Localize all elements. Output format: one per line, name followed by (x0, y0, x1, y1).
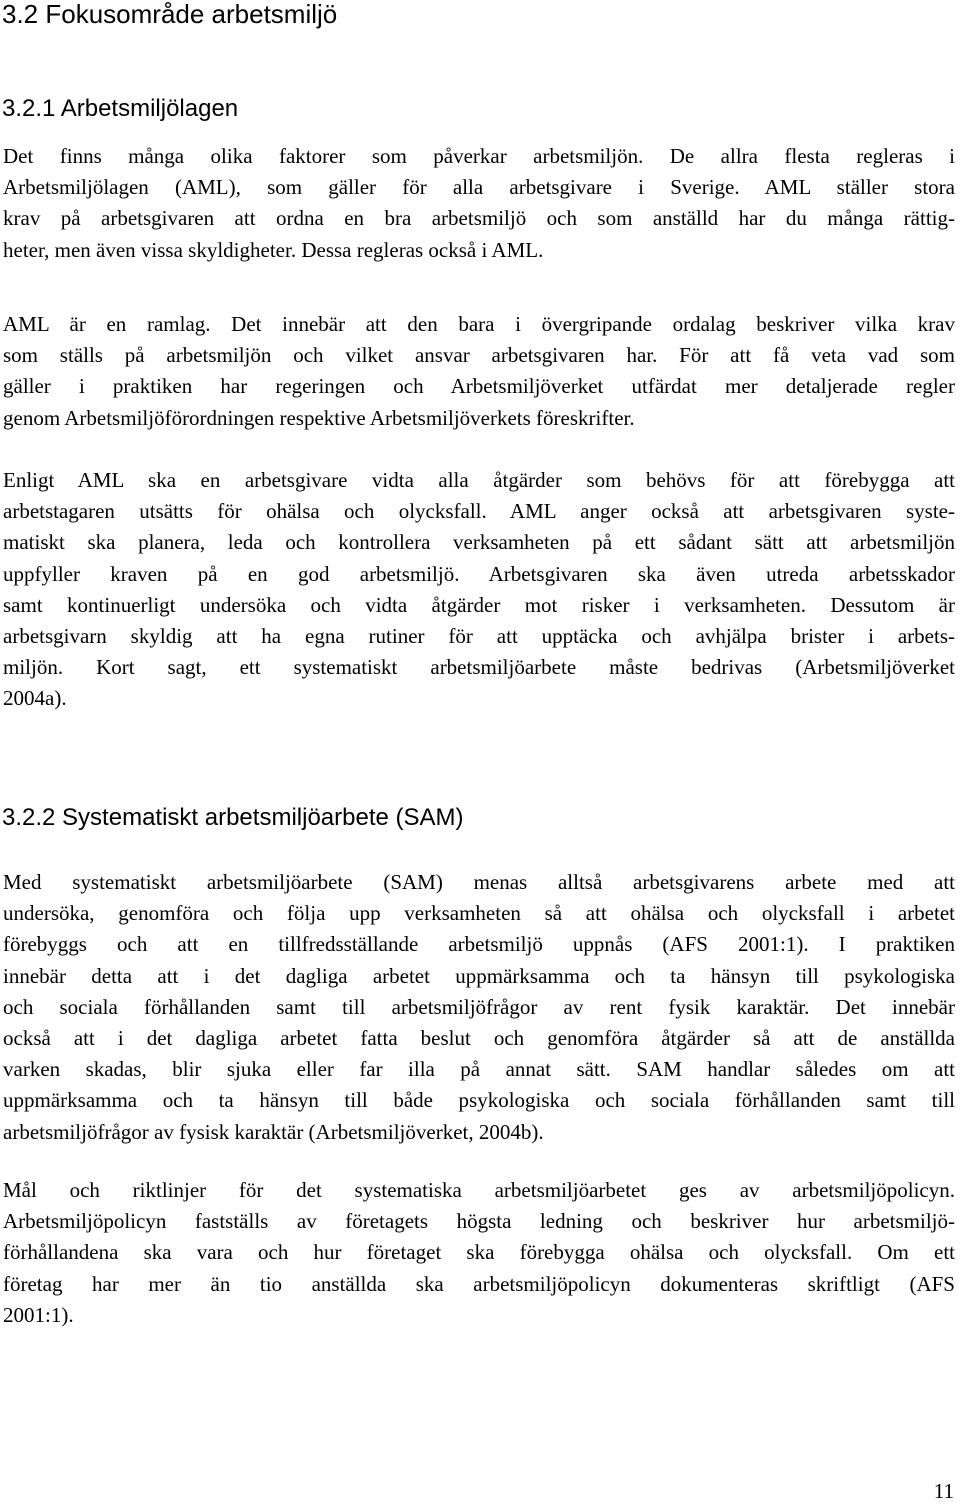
text-line: samt kontinuerligt undersöka och vidta åtgärder mot risker i verksamheten. Dessutom är (3, 592, 955, 617)
text-line: 2004a). (3, 686, 67, 711)
text-line: undersöka, genomföra och följa upp verksamheten så att ohälsa och olycksfall i arbetet (3, 901, 955, 926)
text-line: krav på arbetsgivaren att ordna en bra arbetsmiljö och som anställd har du många rättig- (3, 206, 955, 231)
text-line: uppfyller kraven på en god arbetsmiljö. Arbetsgivaren ska även utreda arbetsskador (3, 561, 955, 586)
text-line: Det finns många olika faktorer som påverkar arbetsmiljön. De allra flesta regleras i (3, 144, 955, 168)
text-line: genom Arbetsmiljöförordningen respektive Arbetsmiljöverkets föreskrifter. (3, 405, 635, 430)
text-line: Arbetsmiljölagen (AML), som gäller för alla arbetsgivare i Sverige. AML ställer stora (3, 175, 955, 200)
text-line: Mål och riktlinjer för det systematiska arbetsmiljöarbetet ges av arbetsmiljöpolicyn. (3, 1178, 955, 1202)
text-line: Enligt AML ska en arbetsgivare vidta alla åtgärder som behövs för att förebygga att (3, 468, 955, 492)
paragraph-sam-definition (3, 867, 955, 1148)
text-line: matiskt ska planera, leda och kontrollera verksamheten på ett sådant sätt att arbetsmiljön (3, 530, 955, 555)
subsection-heading-arbetsmiljolagen: 3.2.1 Arbetsmiljölagen (2, 95, 239, 122)
text-line: uppmärksamma och ta hänsyn till både psykologiska och sociala förhållanden samt till (3, 1088, 955, 1113)
text-line: heter, men även vissa skyldigheter. Dessa regleras också i AML. (3, 237, 544, 262)
text-line: arbetsmiljöfrågor av fysisk karaktär (Arbetsmiljöverket, 2004b). (3, 1119, 544, 1144)
text-line: arbetsgivarn skyldig att ha egna rutiner för att upptäcka och avhjälpa brister i arbets- (3, 623, 955, 648)
text-line: Med systematiskt arbetsmiljöarbete (SAM) menas alltså arbetsgivarens arbete med att (3, 870, 955, 894)
text-line: förebyggs och att en tillfredsställande arbetsmiljö uppnås (AFS 2001:1). I praktiken (3, 932, 955, 957)
paragraph-arbetsmiljopolicy (3, 1175, 955, 1331)
text-line: som ställs på arbetsmiljön och vilket ansvar arbetsgivaren har. För att få veta vad som (3, 343, 955, 368)
text-line: AML är en ramlag. Det innebär att den bara i övergripande ordalag beskriver vilka krav (3, 312, 955, 336)
text-line: miljön. Kort sagt, ett systematiskt arbetsmiljöarbete måste bedrivas (Arbetsmiljöverket (3, 655, 955, 680)
text-line: gäller i praktiken har regeringen och Arbetsmiljöverket utfärdat mer detaljerade regler (3, 374, 955, 399)
text-line: förhållandena ska vara och hur företaget ska förebygga ohälsa och olycksfall. Om ett (3, 1240, 955, 1265)
paragraph-ramlag (3, 309, 955, 434)
subsection-heading-sam: 3.2.2 Systematiskt arbetsmiljöarbete (SAM) (2, 804, 464, 831)
text-line: 2001:1). (3, 1302, 74, 1327)
section-heading: 3.2 Fokusområde arbetsmiljö (2, 0, 338, 29)
text-line: företag har mer än tio anställda ska arbetsmiljöpolicyn dokumenteras skriftligt (AFS (3, 1271, 955, 1296)
text-line: och sociala förhållanden samt till arbetsmiljöfrågor av rent fysik karaktär. Det innebär (3, 994, 955, 1019)
text-line: Arbetsmiljöpolicyn fastställs av företagets högsta ledning och beskriver hur arbetsmiljö- (3, 1209, 955, 1234)
text-line: också att i det dagliga arbetet fatta beslut och genomföra åtgärder så att de anställda (3, 1025, 955, 1050)
paragraph-arbetsgivare-atgarder (3, 465, 955, 715)
text-line: varken skadas, blir sjuka eller far illa på annat sätt. SAM handlar således om att (3, 1057, 955, 1082)
text-line: innebär detta att i det dagliga arbetet uppmärksamma och ta hänsyn till psykologiska (3, 963, 955, 988)
page-number: 11 (933, 1479, 954, 1503)
text-line: arbetstagaren utsätts för ohälsa och olycksfall. AML anger också att arbetsgivaren syste- (3, 499, 955, 524)
paragraph-aml-intro (3, 141, 955, 266)
